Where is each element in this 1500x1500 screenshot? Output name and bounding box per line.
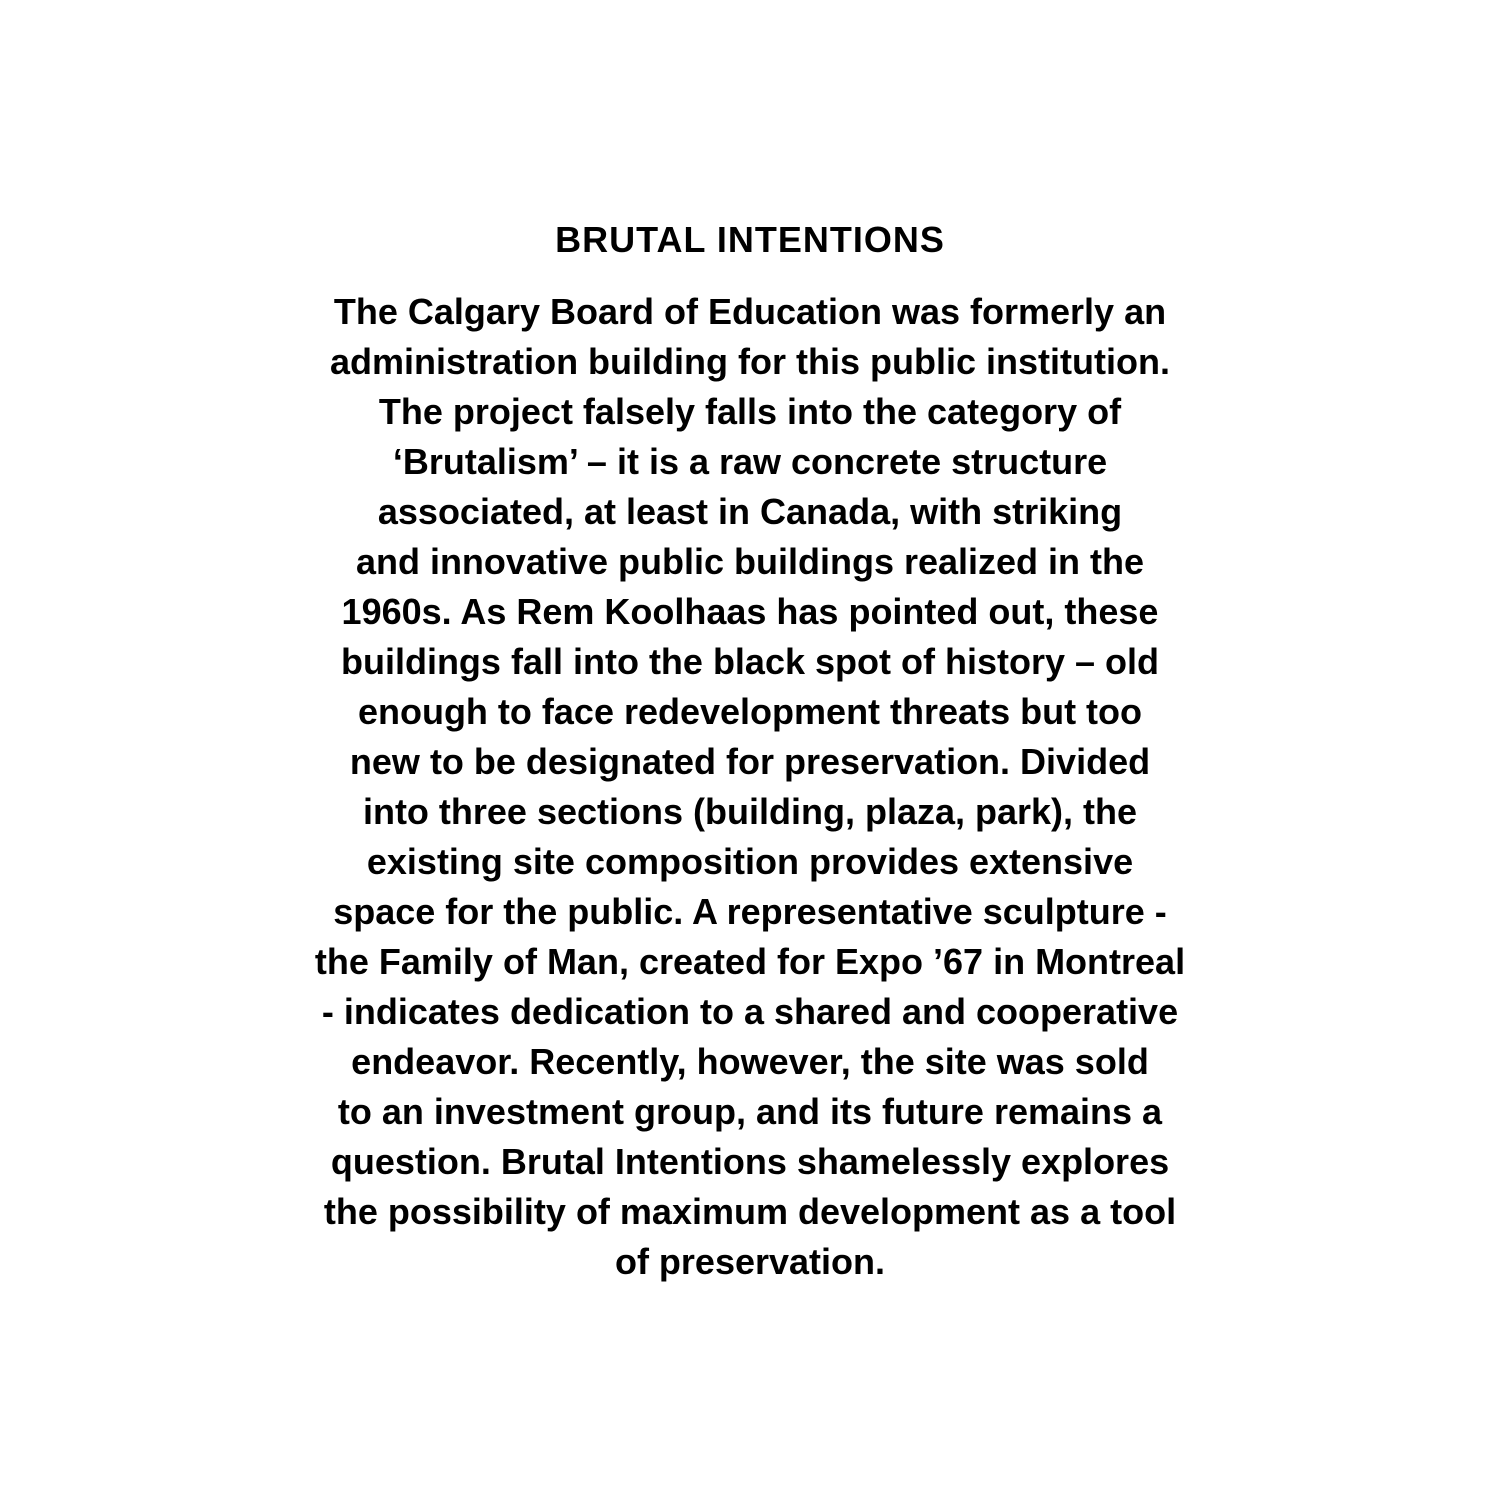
- body-text-line: of preservation.: [614, 1241, 886, 1282]
- body-text-line: administration building for this public institution.: [330, 341, 1170, 382]
- body-text-line: - indicates dedication to a shared and cooperative: [321, 991, 1179, 1032]
- body-text-line: question. Brutal Intentions shamelessly explores: [330, 1141, 1170, 1182]
- body-text-line: new to be designated for preservation. Divided: [349, 741, 1151, 782]
- body-text-line: The project falsely falls into the category of: [378, 391, 1122, 432]
- body-text-line: buildings fall into the black spot of history – old: [340, 641, 1160, 682]
- body-text-line: to an investment group, and its future remains a: [337, 1091, 1163, 1132]
- body-text-line: the possibility of maximum development as a tool: [323, 1191, 1177, 1232]
- body-text: [0, 287, 1500, 1287]
- body-text-line: the Family of Man, created for Expo ’67 in Montreal: [314, 941, 1186, 982]
- body-text-line: into three sections (building, plaza, park), the: [362, 791, 1138, 832]
- body-text-line: associated, at least in Canada, with striking: [377, 491, 1123, 532]
- body-text-line: and innovative public buildings realized in the: [355, 541, 1145, 582]
- body-text-line: endeavor. Recently, however, the site was sold: [351, 1041, 1149, 1082]
- body-text-line: space for the public. A representative sculpture -: [333, 891, 1167, 932]
- page-title: BRUTAL INTENTIONS: [555, 219, 945, 260]
- body-text-line: The Calgary Board of Education was formerly an: [333, 291, 1167, 332]
- body-text-line: ‘Brutalism’ – it is a raw concrete structure: [392, 441, 1108, 482]
- body-text-line: 1960s. As Rem Koolhaas has pointed out, these: [341, 591, 1159, 632]
- body-text-line: existing site composition provides extensive: [366, 841, 1134, 882]
- body-text-line: enough to face redevelopment threats but too: [357, 691, 1143, 732]
